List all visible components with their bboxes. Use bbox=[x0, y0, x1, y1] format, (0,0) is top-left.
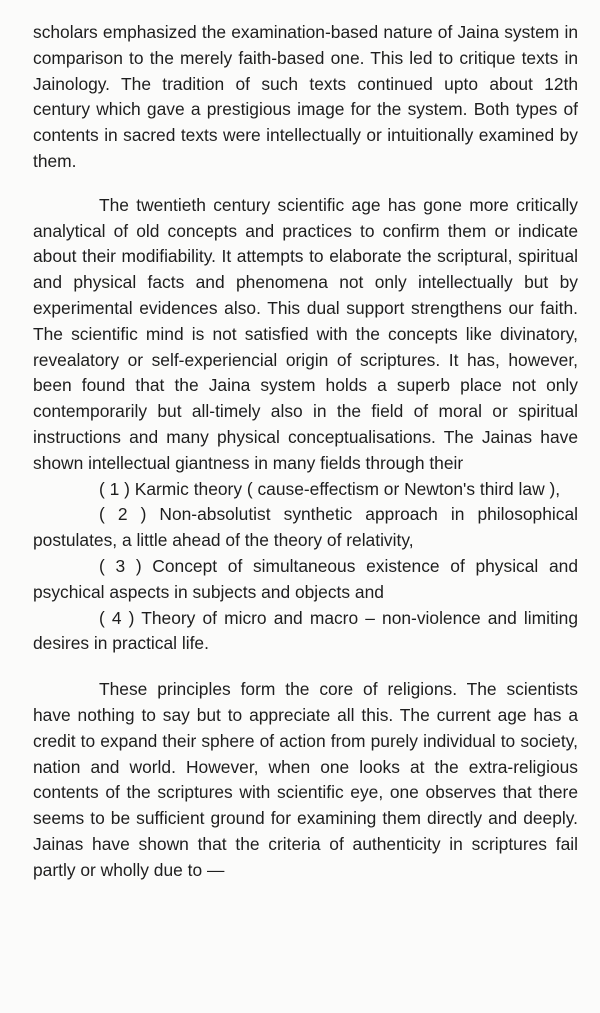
list-item-karmic-theory: ( 1 ) Karmic theory ( cause-effectism or Newton's third law ), bbox=[99, 478, 561, 499]
paragraph-principles: These principles form the core of religions. The scientists have nothing to say but to appreciate all this. The current age has a credit to expand their sphere of action from purely individual to society, nation and world. However, when one looks at the extra-religious contents of the scriptures with scientific eye, one observes that there seems to be sufficient ground for examining them directly and deeply. Jainas have shown that the criteria of authenticity in scriptures fail partly or wholly due to — bbox=[33, 679, 578, 880]
paragraph-intro: scholars emphasized the examination-based nature of Jaina system in comparison to the merely faith-based one. This led to critique texts in Jainology. The tradition of such texts continued upto about 12th century which gave a prestigious image for the system. Both types of contents in sacred texts were intellectually or intuitionally examined by them. bbox=[33, 22, 578, 171]
list-item-simultaneous-existence: ( 3 ) Concept of simultaneous existence of physical and psychical aspects in subjects and objects and bbox=[33, 555, 578, 602]
list-item-micro-macro: ( 4 ) Theory of micro and macro – non-violence and limiting desires in practical life. bbox=[33, 607, 578, 654]
list-item-non-absolutist: ( 2 ) Non-absolutist synthetic approach in philosophical postulates, a little ahead of the theory of relativity, bbox=[33, 504, 578, 551]
paragraph-scientific-age: The twentieth century scientific age has gone more critically analytical of old concepts and practices to confirm them or indicate about their modifiability. It attempts to elaborate the scriptural, spiritual and physical facts and phenomena not only intellectually but by experimental evidences also. This dual support strengthens our faith. The scientific mind is not satisfied with the concepts like divinatory, revealatory or self-experiencial origin of scriptures. It has, however, been found that the Jaina system holds a superb place not only contemporarily but all-timely also in the field of moral or spiritual instructions and many physical conceptualisations. The Jainas have shown intellectual giantness in many fields through their bbox=[33, 194, 578, 473]
principles-list bbox=[33, 477, 578, 658]
